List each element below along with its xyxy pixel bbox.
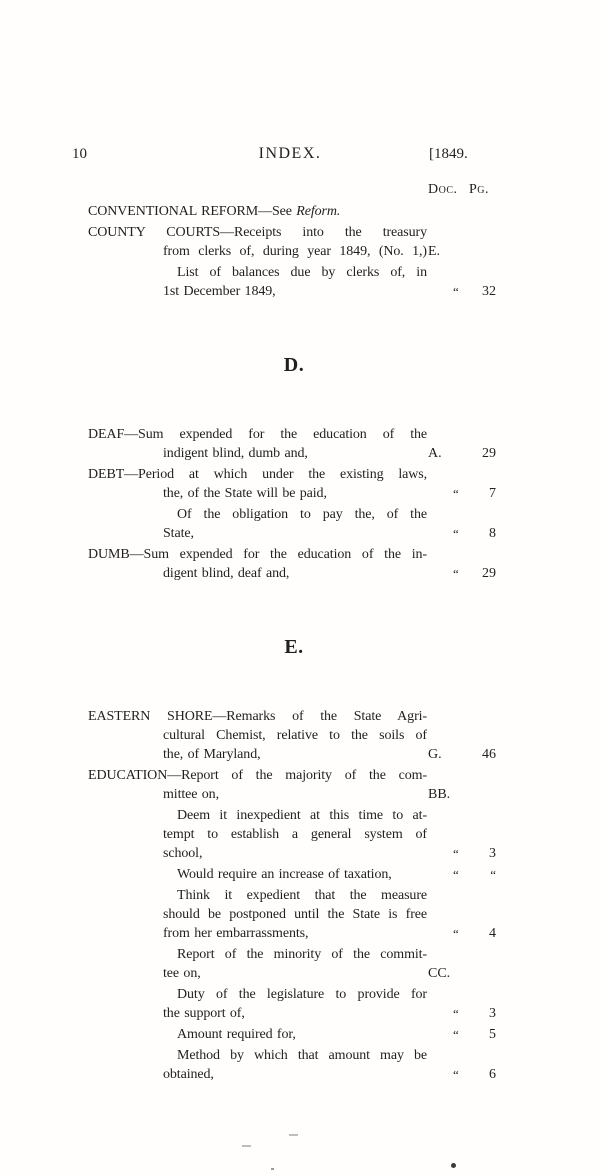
entry-line: tempt to establish a general system of bbox=[163, 827, 427, 842]
doc-ref: “ bbox=[453, 867, 459, 882]
entry-line: Amount required for, bbox=[177, 1027, 296, 1042]
index-entry bbox=[0, 505, 600, 543]
doc-ref: E. bbox=[428, 244, 441, 259]
entry-line: COUNTY COURTS—Receipts into the treasury bbox=[88, 225, 427, 240]
doc-ref: A. bbox=[428, 446, 442, 461]
index-entry bbox=[0, 806, 600, 863]
entry-line: Duty of the legislature to provide for bbox=[177, 987, 427, 1002]
page-ref: 29 bbox=[482, 566, 496, 581]
index-entry bbox=[0, 707, 600, 764]
doc-ref: “ bbox=[453, 926, 459, 941]
entry-line: Method by which that amount may be bbox=[177, 1048, 427, 1063]
page-ref: 8 bbox=[489, 526, 496, 541]
entry-line: 1st December 1849, bbox=[163, 284, 276, 299]
page-ref: 32 bbox=[482, 284, 496, 299]
entry-line: EDUCATION—Report of the majority of the com- bbox=[88, 768, 427, 783]
index-entry bbox=[0, 945, 600, 983]
entry-line: Would require an increase of taxation, bbox=[177, 867, 392, 882]
entry-line: DEAF—Sum expended for the education of the bbox=[88, 427, 427, 442]
entry-line: from clerks of, during year 1849, (No. 1,) bbox=[163, 244, 427, 259]
entry-line bbox=[88, 202, 427, 221]
index-title: INDEX. bbox=[258, 145, 322, 162]
page-ref: 4 bbox=[489, 926, 496, 941]
doc-ref: “ bbox=[453, 1027, 459, 1042]
scan-artifact bbox=[289, 1134, 298, 1136]
page-ref: 3 bbox=[489, 1006, 496, 1021]
doc-ref: “ bbox=[453, 526, 459, 541]
entry-line: mittee on, bbox=[163, 787, 219, 802]
doc-ref: “ bbox=[453, 566, 459, 581]
doc-column-header: Doc. bbox=[428, 182, 458, 197]
entry-line: the support of, bbox=[163, 1006, 245, 1021]
cross-reference: Reform. bbox=[296, 204, 341, 219]
index-entry bbox=[0, 985, 600, 1023]
index-entry bbox=[0, 263, 600, 301]
page-number: 10 bbox=[72, 146, 87, 162]
page-title bbox=[0, 145, 580, 163]
entry-line: school, bbox=[163, 846, 203, 861]
entry-line: the, of Maryland, bbox=[163, 747, 261, 762]
entry-line-text: CONVENTIONAL REFORM—See bbox=[88, 204, 297, 219]
scan-artifact bbox=[271, 1168, 274, 1170]
index-entry bbox=[0, 545, 600, 583]
entry-line: indigent blind, dumb and, bbox=[163, 446, 308, 461]
entry-line: State, bbox=[163, 526, 194, 541]
page-ref: 6 bbox=[489, 1067, 496, 1082]
entry-line: List of balances due by clerks of, in bbox=[177, 265, 427, 280]
index-entry bbox=[0, 202, 600, 221]
index-entry bbox=[0, 886, 600, 943]
entry-line: digent blind, deaf and, bbox=[163, 566, 290, 581]
entry-line: Of the obligation to pay the, of the bbox=[177, 507, 427, 522]
entry-line: DEBT—Period at which under the existing laws, bbox=[88, 467, 427, 482]
index-entry bbox=[0, 1025, 600, 1044]
doc-ref: “ bbox=[453, 846, 459, 861]
index-entries bbox=[0, 202, 600, 1086]
index-entry bbox=[0, 425, 600, 463]
year-label: [1849. bbox=[429, 146, 468, 162]
doc-ref: BB. bbox=[428, 787, 451, 802]
index-entry bbox=[0, 223, 600, 261]
entry-line: Report of the minority of the commit- bbox=[177, 947, 427, 962]
page-ref: 7 bbox=[489, 486, 496, 501]
page-ref: 29 bbox=[482, 446, 496, 461]
entry-line: EASTERN SHORE—Remarks of the State Agri- bbox=[88, 709, 427, 724]
page-ref: 3 bbox=[489, 846, 496, 861]
page-ref: “ bbox=[490, 867, 496, 882]
index-entry bbox=[0, 766, 600, 804]
scan-artifact bbox=[451, 1163, 456, 1168]
entry-line: cultural Chemist, relative to the soils of bbox=[163, 728, 427, 743]
scan-artifact bbox=[242, 1145, 251, 1147]
index-entry bbox=[0, 865, 600, 884]
index-entry bbox=[0, 465, 600, 503]
doc-ref: CC. bbox=[428, 966, 451, 981]
section-letter: E. bbox=[284, 636, 304, 658]
entry-line: DUMB—Sum expended for the education of the in- bbox=[88, 547, 427, 562]
entry-line: Think it expedient that the measure bbox=[177, 888, 427, 903]
entry-line: obtained, bbox=[163, 1067, 214, 1082]
doc-ref: “ bbox=[453, 486, 459, 501]
doc-ref: “ bbox=[453, 1067, 459, 1082]
entry-line: from her embarrassments, bbox=[163, 926, 309, 941]
pg-column-header: Pg. bbox=[469, 182, 490, 197]
entry-line: the, of the State will be paid, bbox=[163, 486, 327, 501]
entry-line: should be postponed until the State is free bbox=[163, 907, 427, 922]
page-ref: 5 bbox=[489, 1027, 496, 1042]
page-ref: 46 bbox=[482, 747, 496, 762]
section-letter: D. bbox=[283, 354, 305, 376]
entry-line: tee on, bbox=[163, 966, 201, 981]
doc-ref: G. bbox=[428, 747, 442, 762]
entry-line: Deem it inexpedient at this time to at- bbox=[177, 808, 427, 823]
doc-ref: “ bbox=[453, 284, 459, 299]
doc-ref: “ bbox=[453, 1006, 459, 1021]
index-entry bbox=[0, 1046, 600, 1084]
